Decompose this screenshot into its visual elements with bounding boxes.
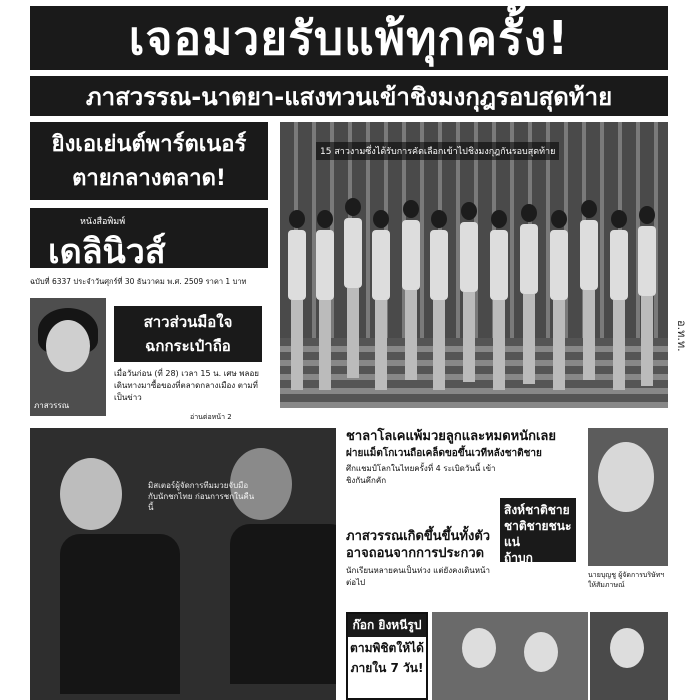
continued-note: อ่านต่อหน้า 2 bbox=[190, 413, 232, 421]
section-body: เมื่อวันก่อน (ที่ 28) เวลา 15 น. เศษ พลอยเดินทางมาซื้อของที่ตลาดกลางเมือง ตามที่เป็นข่าว bbox=[114, 369, 259, 402]
side-note: อ.ท.ท. bbox=[675, 320, 688, 352]
story1-body: ศึกแชมป์โลกในไทยครั้งที่ 4 ระเบิดวันนี้ เข้าชิงกันคึกคัก bbox=[346, 464, 496, 485]
side-headline-line-2: ตายกลางตลาด! bbox=[72, 166, 226, 191]
side-headline-box bbox=[30, 122, 268, 200]
right-photo-caption: นายบุญชู ผู้จัดการบริษัทฯ ให้สัมภาษณ์ bbox=[588, 571, 665, 589]
story1-headline: ชาลาโลเคแพ้มวยลูกและหมดหนักเลย bbox=[346, 429, 557, 444]
portrait-photo bbox=[30, 298, 106, 416]
section-headline-line-2: ฉกกระเป๋าถือ bbox=[145, 337, 231, 355]
contestant-figure bbox=[372, 210, 390, 390]
headline-banner bbox=[30, 6, 668, 70]
contestant-figure bbox=[520, 204, 538, 384]
section-headline-line-1: สาวส่วนมือใจ bbox=[143, 313, 233, 331]
contestant-figure bbox=[580, 200, 598, 380]
masthead-tagline: หนังสือพิมพ์ bbox=[80, 217, 126, 227]
contestant-figure bbox=[610, 210, 628, 390]
contestant-figure bbox=[430, 210, 448, 390]
contestant-figure bbox=[638, 206, 656, 386]
portrait-caption: ภาสวรรณ bbox=[34, 401, 70, 410]
story2-body: นักเรียนหลายคนเป็นห่วง แต่ยังคงเดินหน้าต่อไป bbox=[346, 566, 491, 587]
chatchai-box-line-2: ชาติชายชนะแน่ bbox=[504, 519, 572, 549]
pasawan-story bbox=[346, 528, 496, 589]
newspaper-masthead bbox=[30, 208, 268, 272]
contestant-figure bbox=[288, 210, 306, 390]
issue-line: ฉบับที่ 6337 ประจำวันศุกร์ที่ 30 ธันวาคม พ.ศ. 2509 ราคา 1 บาท bbox=[30, 277, 247, 286]
bottom-photo-men bbox=[432, 612, 588, 700]
contestant-figure bbox=[402, 200, 420, 380]
subheadline-banner bbox=[30, 76, 668, 116]
handshake-photo bbox=[30, 428, 336, 700]
handshake-caption: มิสเตอร์ผู้จัดการทีมมวยจับมือกับนักชกไทย ก่อนการชกในคืนนี้ bbox=[148, 481, 255, 512]
bottom-box-line-1: ตามพิชิตให้ได้ bbox=[350, 641, 424, 655]
story2-headline: ภาสวรรณเกิดขึ้นขึ้นทั้งตัว อาจถอนจากการประกวด bbox=[346, 529, 491, 561]
chatchai-box-line-3: ถ้าบุกทะลวง! bbox=[504, 551, 544, 581]
section-headline bbox=[114, 306, 262, 362]
subheadline: ภาสวรรณ-นาตยา-แสงทวนเข้าชิงมงกุฎรอบสุดท้าย bbox=[85, 82, 613, 111]
headline: เจอมวยรับแพ้ทุกครั้ง! bbox=[128, 10, 570, 65]
boxing-story bbox=[346, 428, 580, 487]
side-headline-line-1: ยิงเอเย่นต์พาร์ตเนอร์ bbox=[51, 132, 247, 157]
contestant-figure bbox=[460, 202, 478, 382]
contestant-figure bbox=[316, 210, 334, 390]
contestant-figure bbox=[550, 210, 568, 390]
bottom-story-box bbox=[346, 612, 428, 700]
chatchai-box-line-1: สิงห์ชาติชาย bbox=[504, 503, 570, 517]
contestant-figure bbox=[490, 210, 508, 390]
masthead-name: เดลินิวส์ bbox=[48, 232, 166, 272]
story1-subhead: ผ่ายแม็ตโกเวนถือเคล็ดขอขึ้นเวทีหลังชาติชาย bbox=[346, 448, 542, 459]
bottom-box-line-2: ภายใน 7 วัน! bbox=[350, 661, 424, 675]
man-portrait-photo bbox=[588, 428, 668, 566]
main-photo-caption: 15 สาวงามซึ่งได้รับการคัดเลือกเข้าไปชิงมงกุฎกันรอบสุดท้าย bbox=[316, 142, 559, 160]
bottom-box-headline: ก๊อก ยิงหนีรูป bbox=[348, 614, 426, 637]
bottom-photo-man bbox=[590, 612, 668, 700]
contestant-figure bbox=[344, 198, 362, 378]
chatchai-box bbox=[500, 498, 576, 581]
beauty-contest-photo bbox=[280, 122, 668, 408]
